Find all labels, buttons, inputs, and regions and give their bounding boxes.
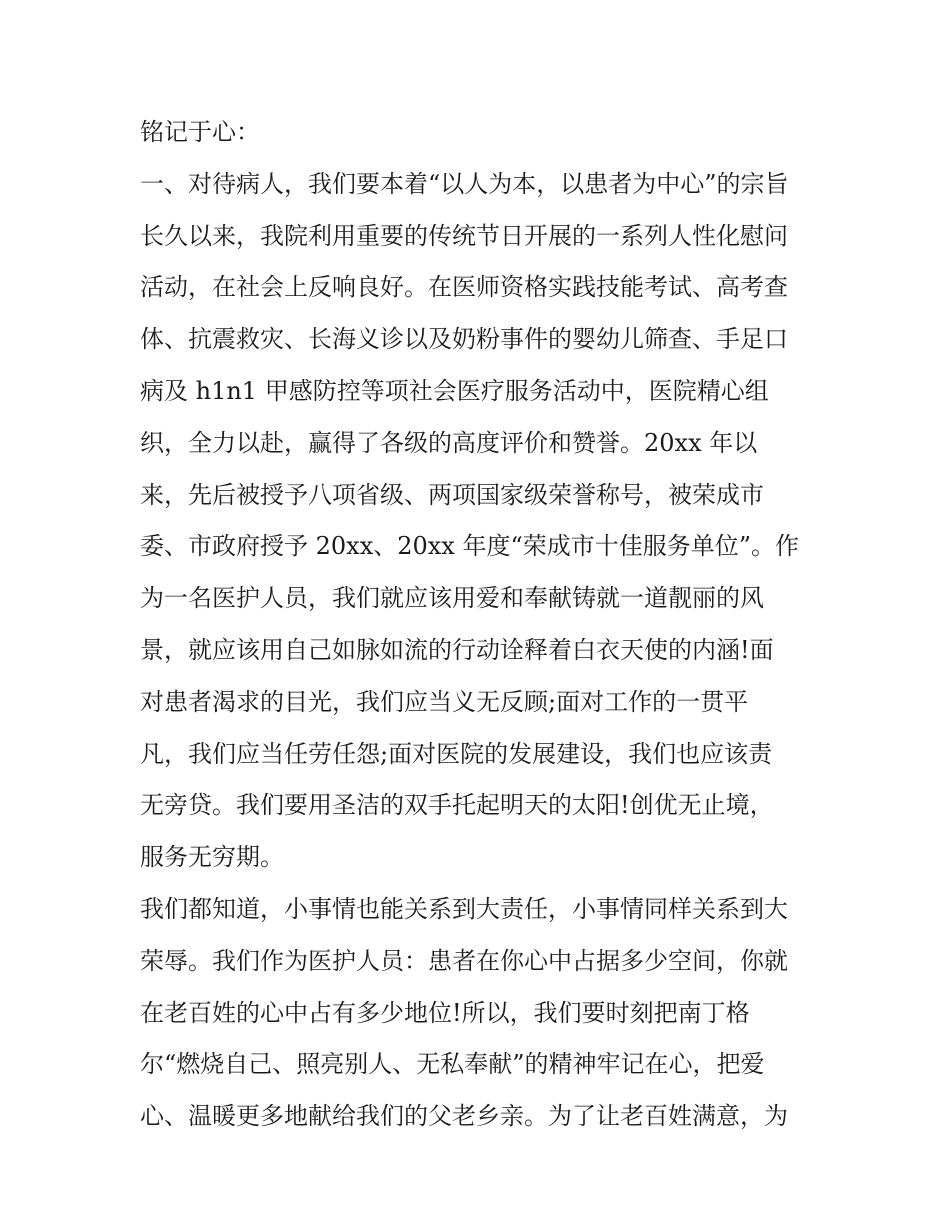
text-line: 尔“燃烧自己、照亮别人、无私奉献”的精神牢记在心，把爱: [140, 1050, 765, 1079]
text-line: 心、温暖更多地献给我们的父老乡亲。为了让老百姓满意，为: [140, 1102, 788, 1131]
text-line: 为一名医护人员，我们就应该用爱和奉献铸就一道靓丽的风: [140, 584, 764, 613]
document-body: [140, 107, 830, 1143]
text-line: 一、对待病人，我们要本着“以人为本，以患者为中心”的宗旨: [140, 169, 789, 198]
text-line: 我们都知道，小事情也能关系到大责任，小事情同样关系到大: [140, 894, 788, 923]
text-line: 无旁贷。我们要用圣洁的双手托起明天的太阳!创优无止境，: [140, 791, 774, 820]
text-line: 荣辱。我们作为医护人员：患者在你心中占据多少空间，你就: [140, 946, 788, 975]
text-line: 铭记于心：: [140, 118, 260, 146]
text-line: 委、市政府授予 20xx、20xx 年度“荣成市十佳服务单位”。作: [140, 532, 800, 561]
text-line: 来，先后被授予八项省级、两项国家级荣誉称号，被荣成市: [140, 480, 764, 509]
text-line: 凡，我们应当任劳任怨;面对医院的发展建设，我们也应该责: [140, 739, 773, 768]
text-line: 对患者渴求的目光，我们应当义无反顾;面对工作的一贯平: [140, 687, 749, 716]
text-line: 织，全力以赴，赢得了各级的高度评价和赞誉。20xx 年以: [140, 428, 758, 457]
text-line: 服务无穷期。: [140, 843, 284, 872]
text-line: 长久以来，我院利用重要的传统节日开展的一系列人性化慰问: [140, 221, 788, 250]
text-line: 景，就应该用自己如脉如流的行动诠释着白衣天使的内涵!面: [140, 635, 774, 664]
text-line: 病及 h1n1 甲感防控等项社会医疗服务活动中，医院精心组: [140, 376, 769, 405]
text-line: 活动，在社会上反响良好。在医师资格实践技能考试、高考查: [140, 273, 788, 302]
text-line: 体、抗震救灾、长海义诊以及奶粉事件的婴幼儿筛查、手足口: [140, 325, 788, 354]
text-line: 在老百姓的心中占有多少地位!所以，我们要时刻把南丁格: [140, 998, 750, 1027]
